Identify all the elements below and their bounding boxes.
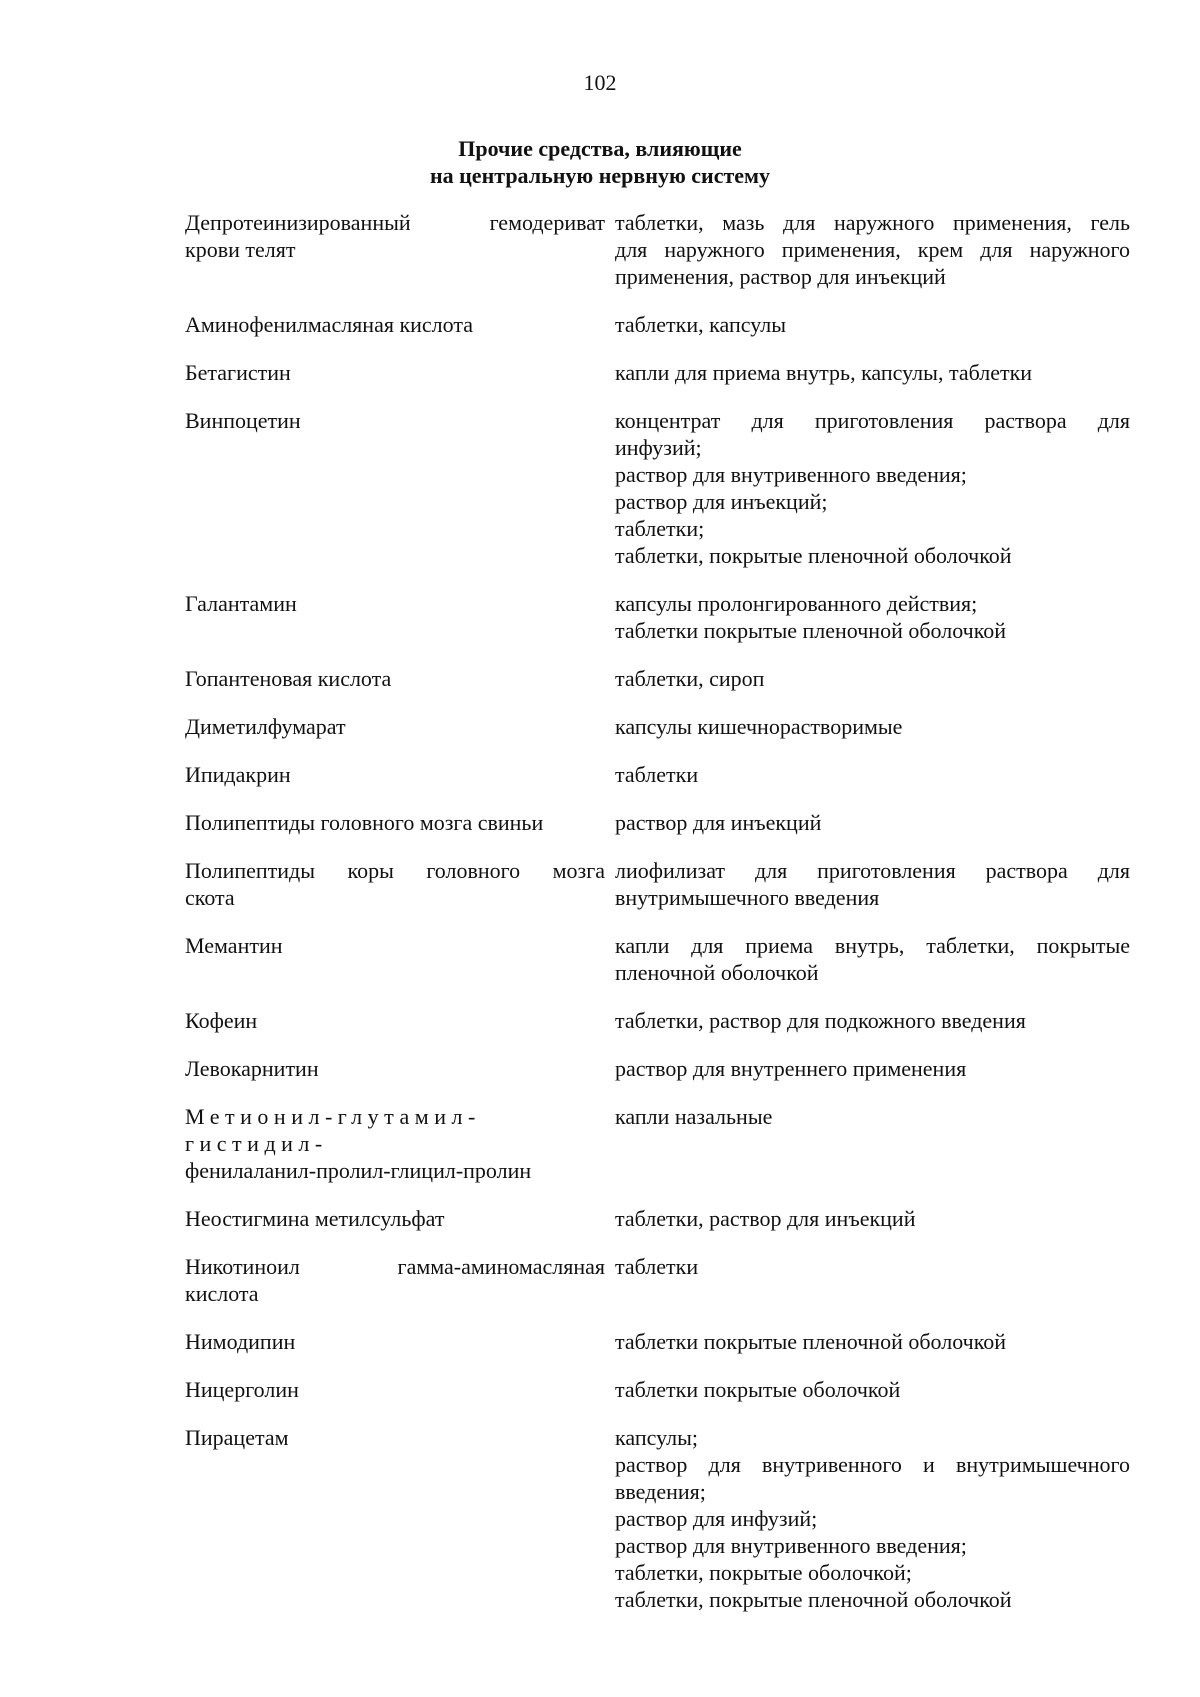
drug-name — [185, 311, 615, 338]
dosage-forms — [615, 932, 1130, 986]
drug-entry — [185, 209, 1130, 290]
section-heading-line-1: Прочие средства, влияющие — [458, 136, 742, 161]
drug-name — [185, 1103, 615, 1184]
dosage-forms — [615, 209, 1130, 290]
dosage-form-line: капсулы; — [615, 1425, 698, 1450]
page-number: 102 — [583, 70, 617, 95]
drug-name-line: Нимодипин — [185, 1329, 296, 1354]
dosage-forms — [615, 407, 1130, 569]
drug-name — [185, 665, 615, 692]
drug-name-line: Левокарнитин — [185, 1056, 319, 1081]
drug-name-line: Ипидакрин — [185, 762, 291, 787]
dosage-form-line: внутримышечного введения — [615, 885, 880, 910]
drug-entry — [185, 809, 1130, 836]
dosage-form-line: для наружного применения, крем для наружного — [615, 237, 1130, 262]
drug-name — [185, 1007, 615, 1034]
drug-name-line: Аминофенилмасляная кислота — [185, 312, 474, 337]
dosage-form-line: таблетки — [615, 1254, 699, 1279]
drug-entry — [185, 1205, 1130, 1232]
dosage-forms — [615, 1328, 1130, 1355]
drug-name — [185, 407, 615, 434]
dosage-forms — [615, 1376, 1130, 1403]
dosage-form-line: таблетки, сироп — [615, 666, 765, 691]
drug-name — [185, 1424, 615, 1451]
drug-name — [185, 1055, 615, 1082]
drug-name — [185, 1253, 615, 1307]
dosage-forms — [615, 1007, 1130, 1034]
drug-entry — [185, 590, 1130, 644]
drug-name — [185, 932, 615, 959]
drug-name — [185, 713, 615, 740]
drug-name-line: Диметилфумарат — [185, 714, 346, 739]
dosage-forms — [615, 1205, 1130, 1232]
dosage-form-line: концентрат для приготовления раствора для — [615, 408, 1130, 433]
dosage-form-line: лиофилизат для приготовления раствора для — [615, 858, 1130, 883]
dosage-forms — [615, 359, 1130, 386]
drug-name — [185, 1205, 615, 1232]
dosage-form-line: таблетки покрытые пленочной оболочкой — [615, 618, 1007, 643]
dosage-form-line: таблетки, капсулы — [615, 312, 786, 337]
drug-entry — [185, 407, 1130, 569]
dosage-form-line: таблетки, мазь для наружного применения, гель — [615, 210, 1130, 235]
section-heading — [0, 135, 1200, 189]
dosage-form-line: раствор для внутривенного и внутримышечного — [615, 1452, 1130, 1477]
drug-name — [185, 1376, 615, 1403]
dosage-form-line: таблетки; — [615, 516, 705, 541]
drug-entry — [185, 1253, 1130, 1307]
drug-entry — [185, 311, 1130, 338]
drug-name-line: Гопантеновая кислота — [185, 666, 392, 691]
drug-name-line: фенилаланил-пролил-глицил-пролин — [185, 1158, 532, 1183]
drug-name — [185, 209, 615, 263]
drug-entry — [185, 665, 1130, 692]
dosage-form-line: раствор для внутривенного введения; — [615, 462, 967, 487]
dosage-form-line: раствор для инъекций; — [615, 489, 828, 514]
dosage-form-line: раствор для инфузий; — [615, 1506, 818, 1531]
drug-name-line: кислота — [185, 1281, 259, 1306]
drug-name-line: Мемантин — [185, 933, 283, 958]
dosage-forms — [615, 809, 1130, 836]
drug-entry — [185, 761, 1130, 788]
dosage-form-line: капсулы кишечнорастворимые — [615, 714, 903, 739]
dosage-form-line: капли для приема внутрь, таблетки, покрытые — [615, 933, 1130, 958]
dosage-forms — [615, 761, 1130, 788]
dosage-form-line: таблетки, раствор для подкожного введения — [615, 1008, 1026, 1033]
drug-name-line: Галантамин — [185, 591, 297, 616]
drug-name — [185, 359, 615, 386]
drug-entry — [185, 857, 1130, 911]
dosage-forms — [615, 1253, 1130, 1280]
drug-entry — [185, 1103, 1130, 1184]
drug-entry — [185, 932, 1130, 986]
section-heading-line-2: на центральную нервную систему — [429, 163, 771, 188]
dosage-forms — [615, 665, 1130, 692]
dosage-form-line: введения; — [615, 1479, 706, 1504]
dosage-form-line: таблетки, раствор для инъекций — [615, 1206, 916, 1231]
drug-entry — [185, 359, 1130, 386]
dosage-form-line: капли для приема внутрь, капсулы, таблетки — [615, 360, 1033, 385]
drug-name-line: Винпоцетин — [185, 408, 301, 433]
drug-name-line: Полипептиды головного мозга свиньи — [185, 810, 544, 835]
drug-name — [185, 590, 615, 617]
drug-entry — [185, 1424, 1130, 1613]
dosage-form-line: таблетки покрытые пленочной оболочкой — [615, 1329, 1007, 1354]
drug-entry — [185, 1376, 1130, 1403]
drug-name — [185, 809, 615, 836]
drug-name-line: Ницерголин — [185, 1377, 299, 1402]
drug-entry — [185, 1007, 1130, 1034]
dosage-form-line: раствор для инъекций — [615, 810, 822, 835]
dosage-form-line: раствор для внутривенного введения; — [615, 1533, 967, 1558]
drug-name — [185, 857, 615, 911]
dosage-form-line: таблетки покрытые оболочкой — [615, 1377, 901, 1402]
dosage-form-line: таблетки, покрытые пленочной оболочкой — [615, 1587, 1012, 1612]
dosage-forms — [615, 311, 1130, 338]
drug-name-line: Пирацетам — [185, 1425, 289, 1450]
drug-name-line: Никотиноил гамма-аминомасляная — [185, 1254, 605, 1279]
drug-entry — [185, 1055, 1130, 1082]
drug-name-line: Метионил-глутамил-гистидил- — [185, 1104, 481, 1156]
drug-list — [185, 209, 1130, 1634]
dosage-form-line: таблетки, покрытые пленочной оболочкой — [615, 543, 1012, 568]
drug-name-line: скота — [185, 885, 235, 910]
dosage-form-line: капсулы пролонгированного действия; — [615, 591, 978, 616]
drug-name-line: Полипептиды коры головного мозга — [185, 858, 605, 883]
dosage-form-line: таблетки — [615, 762, 699, 787]
dosage-forms — [615, 1424, 1130, 1613]
drug-name-line: Неостигмина метилсульфат — [185, 1206, 445, 1231]
drug-name-line: Депротеинизированный гемодериват — [185, 210, 605, 235]
dosage-form-line: капли назальные — [615, 1104, 773, 1129]
dosage-form-line: таблетки, покрытые оболочкой; — [615, 1560, 912, 1585]
dosage-form-line: применения, раствор для инъекций — [615, 264, 946, 289]
dosage-forms — [615, 857, 1130, 911]
dosage-forms — [615, 1103, 1130, 1130]
drug-entry — [185, 1328, 1130, 1355]
dosage-form-line: раствор для внутреннего применения — [615, 1056, 967, 1081]
dosage-form-line: инфузий; — [615, 435, 702, 460]
dosage-forms — [615, 590, 1130, 644]
dosage-forms — [615, 1055, 1130, 1082]
drug-name-line: Кофеин — [185, 1008, 258, 1033]
drug-name — [185, 1328, 615, 1355]
drug-entry — [185, 713, 1130, 740]
dosage-form-line: пленочной оболочкой — [615, 960, 819, 985]
drug-name — [185, 761, 615, 788]
drug-name-line: Бетагистин — [185, 360, 291, 385]
dosage-forms — [615, 713, 1130, 740]
drug-name-line: крови телят — [185, 237, 296, 262]
